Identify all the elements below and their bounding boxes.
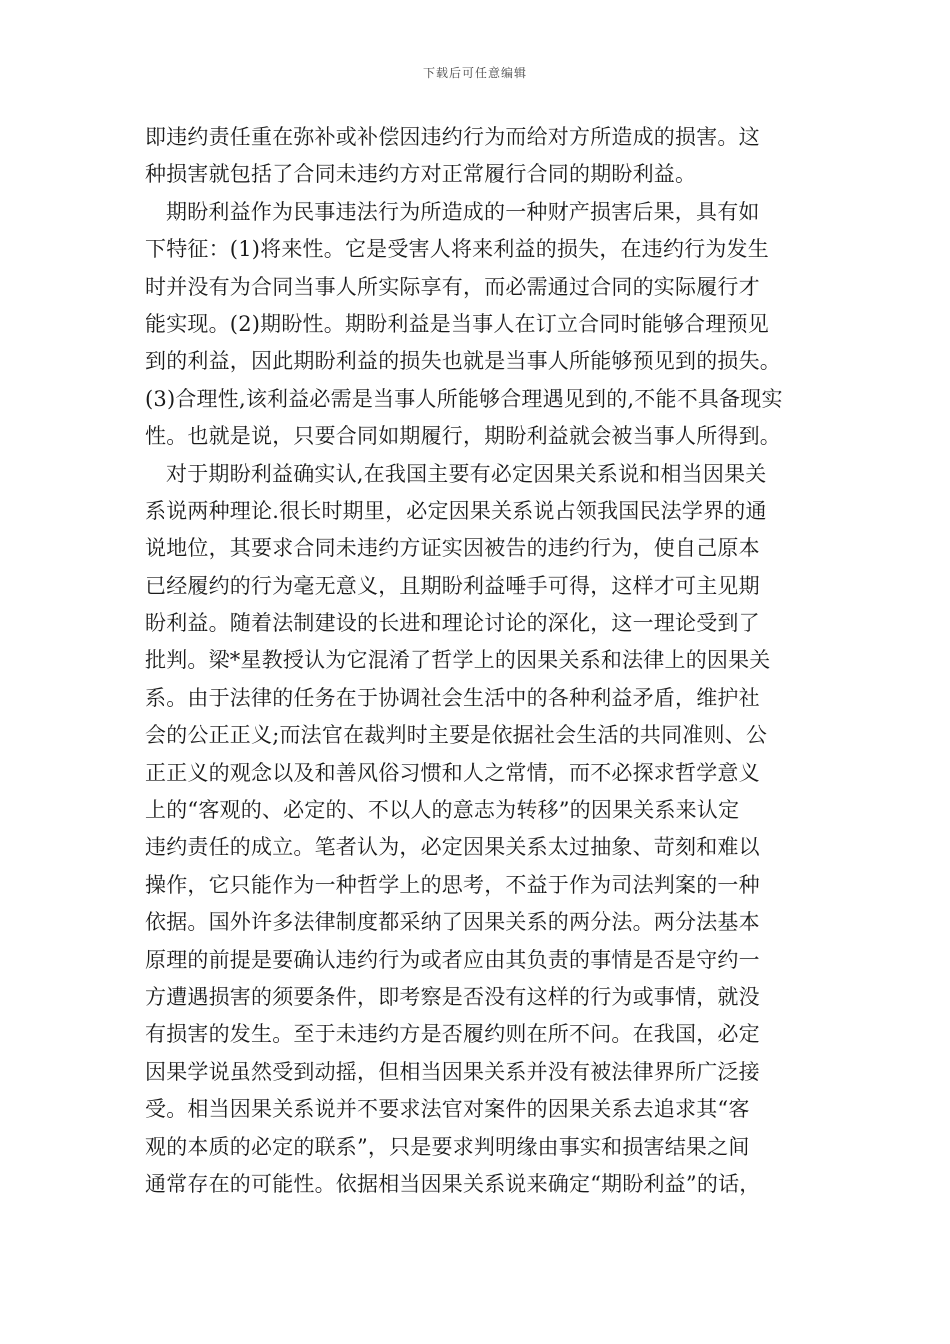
body-text-line: 到的利益，因此期盼利益的损失也就是当事人所能够预见到的损失。 bbox=[145, 349, 781, 374]
body-text-line: 有损害的发生。至于未违约方是否履约则在所不问。在我国，必定 bbox=[145, 1022, 760, 1047]
body-text-line: 观的本质的必定的联系”，只是要求判明缘由事实和损害结果之间 bbox=[145, 1134, 750, 1159]
body-text-line: 系。由于法律的任务在于协调社会生活中的各种利益矛盾，维护社 bbox=[145, 685, 760, 710]
body-text-line: 能实现。(2)期盼性。期盼利益是当事人在订立合同时能够合理预见 bbox=[145, 311, 769, 336]
body-text-line: 系说两种理论.很长时期里，必定因果关系说占领我国民法学界的通 bbox=[145, 498, 767, 523]
body-text-line: 批判。梁*星教授认为它混淆了哲学上的因果关系和法律上的因果关 bbox=[145, 648, 771, 673]
body-text-line: 盼利益。随着法制建设的长进和理论讨论的深化，这一理论受到了 bbox=[145, 611, 760, 636]
body-text-line: 正正义的观念以及和善风俗习惯和人之常情，而不必探求哲学意义 bbox=[145, 760, 760, 785]
body-text-line: 通常存在的可能性。依据相当因果关系说来确定“期盼利益”的话， bbox=[145, 1171, 761, 1196]
body-text-line: 受。相当因果关系说并不要求法官对案件的因果关系去追求其“客 bbox=[145, 1097, 750, 1122]
body-text-line: 对于期盼利益确实认,在我国主要有必定因果关系说和相当因果关 bbox=[166, 461, 767, 486]
body-text-line: 因果学说虽然受到动摇，但相当因果关系并没有被法律界所广泛接 bbox=[145, 1059, 760, 1084]
body-text-line: 下特征：(1)将来性。它是受害人将来利益的损失，在违约行为发生 bbox=[145, 237, 769, 262]
body-text-line: 性。也就是说，只要合同如期履行，期盼利益就会被当事人所得到。 bbox=[145, 424, 781, 449]
body-text-line: 种损害就包括了合同未违约方对正常履行合同的期盼利益。 bbox=[145, 162, 697, 187]
body-text-line: 上的“客观的、必定的、不以人的意志为转移”的因果关系来认定 bbox=[145, 798, 740, 823]
body-text-line: 已经履约的行为毫无意义，且期盼利益唾手可得，这样才可主见期 bbox=[145, 573, 760, 598]
body-text-line: 期盼利益作为民事违法行为所造成的一种财产损害后果，具有如 bbox=[166, 199, 760, 224]
body-text-line: 依据。国外许多法律制度都采纳了因果关系的两分法。两分法基本 bbox=[145, 910, 760, 935]
body-text-line: (3)合理性,该利益必需是当事人所能够合理遇见到的,不能不具备现实 bbox=[145, 386, 783, 411]
body-text-line: 方遭遇损害的须要条件，即考察是否没有这样的行为或事情，就没 bbox=[145, 984, 760, 1009]
body-text-line: 即违约责任重在弥补或补偿因违约行为而给对方所造成的损害。这 bbox=[145, 125, 760, 149]
body-text-line: 违约责任的成立。笔者认为，必定因果关系太过抽象、苛刻和难以 bbox=[145, 835, 760, 860]
document-body bbox=[145, 119, 810, 1203]
body-text-line: 会的公正正义;而法官在裁判时主要是依据社会生活的共同准则、公 bbox=[145, 723, 768, 748]
body-text-line: 原理的前提是要确认违约行为或者应由其负责的事情是否是守约一 bbox=[145, 947, 760, 972]
body-text-line: 时并没有为合同当事人所实际享有，而必需通过合同的实际履行才 bbox=[145, 274, 760, 299]
body-text-line: 说地位，其要求合同未违约方证实因被告的违约行为，使自己原本 bbox=[145, 536, 760, 561]
page-header: 下载后可任意编辑 bbox=[422, 66, 527, 80]
body-text-line: 操作，它只能作为一种哲学上的思考，不益于作为司法判案的一种 bbox=[145, 872, 760, 897]
